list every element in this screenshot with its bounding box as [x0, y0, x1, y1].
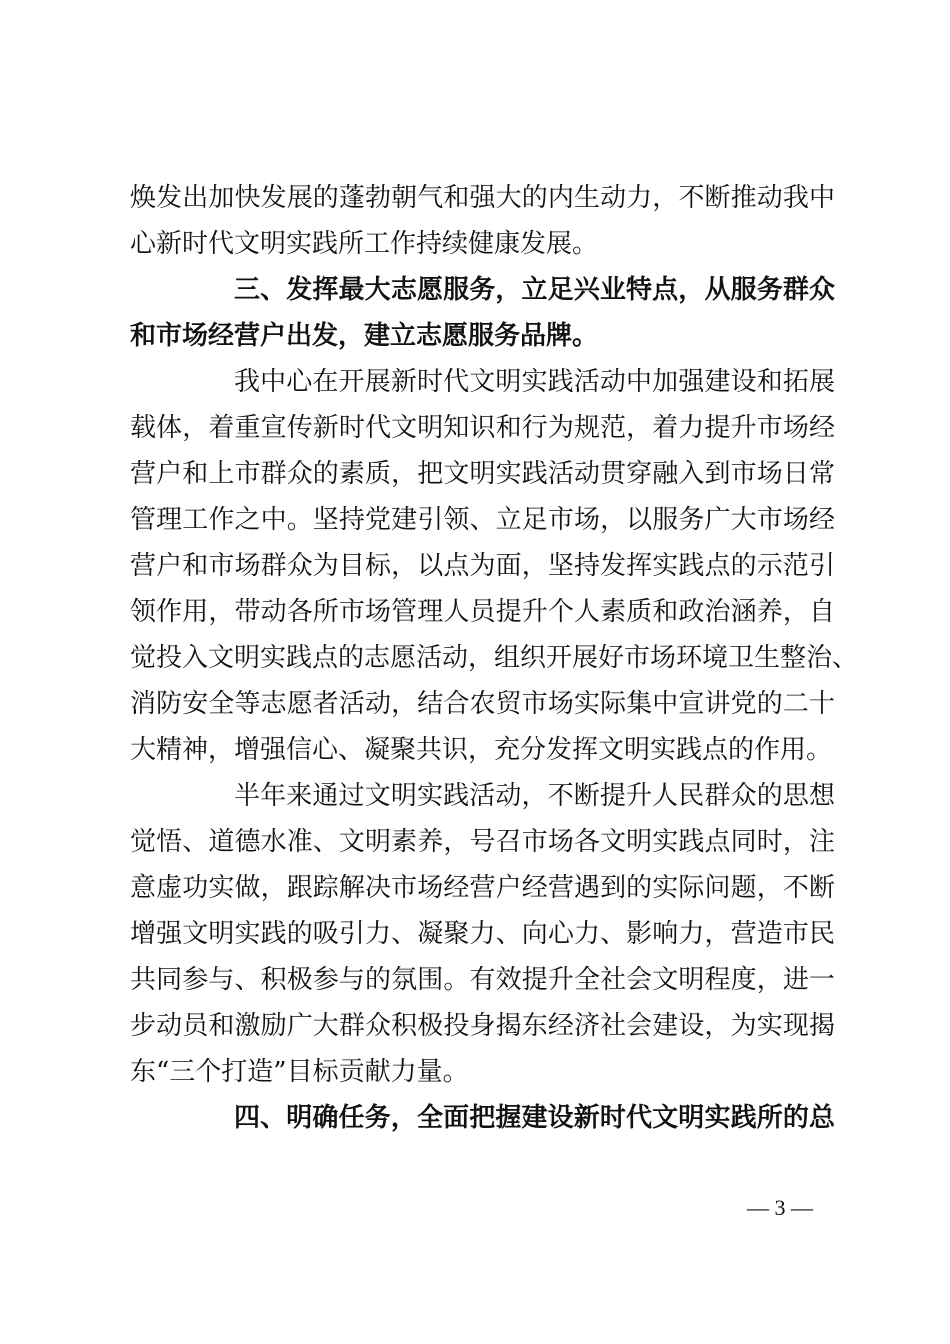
text-line: 营户和上市群众的素质，把文明实践活动贯穿融入到市场日常 [130, 459, 835, 489]
text-line: 心新时代文明实践所工作持续健康发展。 [130, 229, 599, 259]
text-line: 半年来通过文明实践活动，不断提升人民群众的思想 [234, 781, 835, 811]
text-line: 觉投入文明实践点的志愿活动，组织开展好市场环境卫生整治、 [130, 643, 859, 673]
text-line: 领作用，带动各所市场管理人员提升个人素质和政治涵养，自 [130, 597, 835, 627]
heading-line: 和市场经营户出发，建立志愿服务品牌。 [130, 321, 599, 351]
section-three-paragraph-2 [130, 773, 835, 1095]
section-four-heading [130, 1095, 835, 1141]
text-line: 步动员和激励广大群众积极投身揭东经济社会建设，为实现揭 [130, 1011, 835, 1041]
text-line: 增强文明实践的吸引力、凝聚力、向心力、影响力，营造市民 [130, 919, 835, 949]
continuation-paragraph [130, 175, 835, 267]
section-three-heading [130, 267, 835, 359]
text-line: 大精神，增强信心、凝聚共识，充分发挥文明实践点的作用。 [130, 735, 833, 765]
heading-line: 四、明确任务，全面把握建设新时代文明实践所的总 [234, 1103, 835, 1133]
text-line: 载体，着重宣传新时代文明知识和行为规范，着力提升市场经 [130, 413, 835, 443]
page-number: — 3 — [747, 1195, 813, 1220]
text-line: 焕发出加快发展的蓬勃朝气和强大的内生动力，不断推动我中 [130, 183, 835, 213]
text-line: 管理工作之中。坚持党建引领、立足市场，以服务广大市场经 [130, 505, 835, 535]
heading-line: 三、发挥最大志愿服务，立足兴业特点，从服务群众 [234, 275, 835, 305]
text-line: 营户和市场群众为目标，以点为面，坚持发挥实践点的示范引 [130, 551, 835, 581]
text-line: 我中心在开展新时代文明实践活动中加强建设和拓展 [234, 367, 835, 397]
text-line: 意虚功实做，跟踪解决市场经营户经营遇到的实际问题，不断 [130, 873, 835, 903]
text-line: 消防安全等志愿者活动，结合农贸市场实际集中宣讲党的二十 [130, 689, 835, 719]
text-line: 东“三个打造”目标贡献力量。 [130, 1057, 469, 1087]
text-line: 觉悟、道德水准、文明素养，号召市场各文明实践点同时，注 [130, 827, 835, 857]
text-line: 共同参与、积极参与的氛围。有效提升全社会文明程度，进一 [130, 965, 835, 995]
section-three-paragraph-1 [130, 359, 859, 773]
